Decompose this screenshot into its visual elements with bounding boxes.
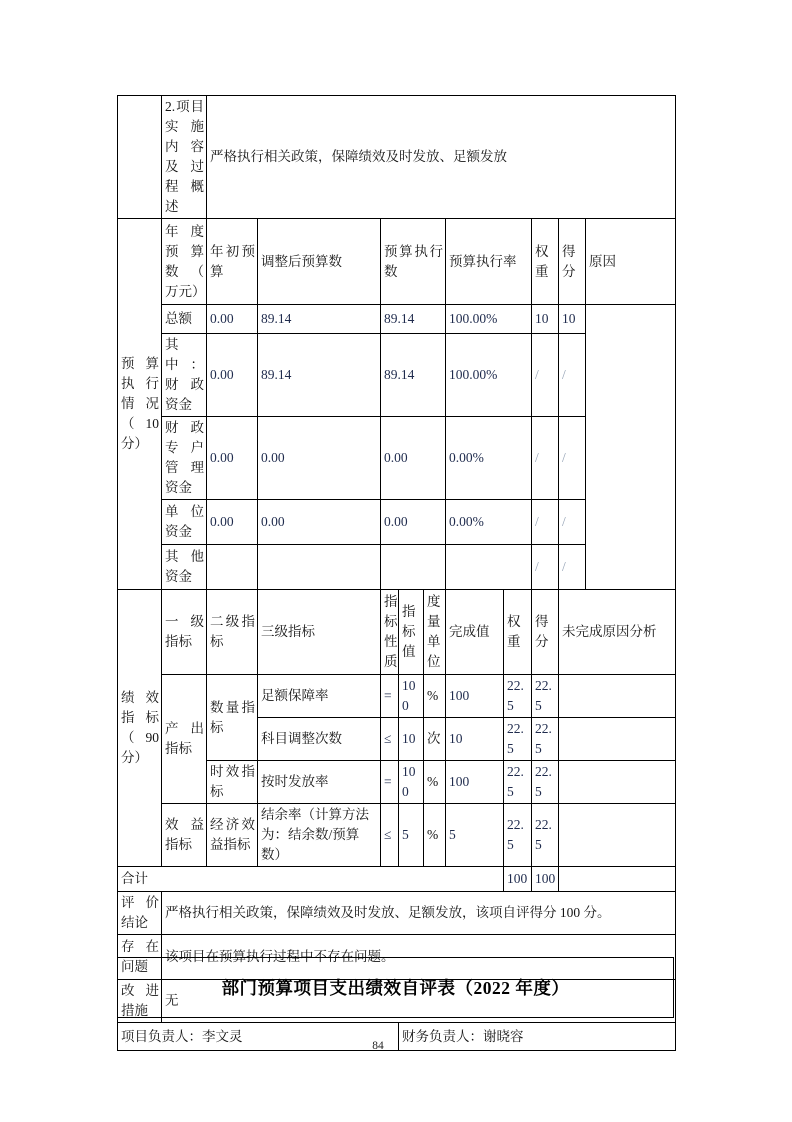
problems-content: 该项目在预算执行过程中不存在问题。 [162, 935, 676, 980]
finance-manager-cell: 财务负责人：谢晓容 [399, 1023, 676, 1051]
indicator-header-weight: 权重 [504, 590, 532, 675]
total-analysis-cell [559, 867, 676, 892]
row-budget-header [118, 219, 676, 305]
conclusion-label: 评价结论 [118, 892, 162, 935]
indicator-header-completion: 完成值 [446, 590, 504, 675]
budget-adjusted-value: 89.14 [258, 305, 381, 334]
indicator-header-level3: 三级指标 [258, 590, 381, 675]
row-overview [118, 96, 676, 219]
budget-score-value: / [559, 545, 586, 590]
next-table-title: 部门预算项目支出绩效自评表（2022 年度） [221, 978, 570, 998]
indicator-level2-cell: 时效指标 [207, 761, 258, 804]
improvements-label: 改进措施 [118, 980, 162, 1023]
indicator-completion-value: 100 [446, 675, 504, 718]
budget-executed-value: 0.00 [381, 500, 446, 545]
indicator-side-label: 绩效指标（90分） [118, 590, 162, 867]
indicator-analysis-cell [559, 761, 676, 804]
indicator-level3-cell: 结余率（计算方法为：结余数/预算数） [258, 804, 381, 867]
budget-weight-value: / [532, 334, 559, 417]
indicator-target-value: 100 [399, 675, 424, 718]
indicator-header-value: 指标值 [399, 590, 424, 675]
row-indicator-header [118, 590, 676, 675]
budget-initial-value [207, 545, 258, 590]
budget-initial-value: 0.00 [207, 417, 258, 500]
indicator-analysis-cell [559, 718, 676, 761]
indicator-score-value: 22.5 [532, 761, 559, 804]
budget-reason-cell [586, 305, 676, 590]
budget-adjusted-value: 0.00 [258, 500, 381, 545]
problems-label: 存在问题 [118, 935, 162, 980]
budget-score-value: / [559, 500, 586, 545]
budget-initial-value: 0.00 [207, 334, 258, 417]
indicator-score-value: 22.5 [532, 718, 559, 761]
indicator-target-value: 100 [399, 761, 424, 804]
self-evaluation-table [117, 95, 676, 1051]
indicator-unit-value: 次 [424, 718, 446, 761]
indicator-unit-value: % [424, 804, 446, 867]
overview-spacer-cell [118, 96, 162, 219]
conclusion-content: 严格执行相关政策，保障绩效及时发放、足额发放，该项自评得分 100 分。 [162, 892, 676, 935]
budget-executed-value: 89.14 [381, 305, 446, 334]
next-table-title-box [117, 957, 674, 1018]
total-weight-value: 100 [504, 867, 532, 892]
indicator-score-value: 22.5 [532, 804, 559, 867]
indicator-nature-value: ≤ [381, 718, 399, 761]
indicator-level2-cell: 经济效益指标 [207, 804, 258, 867]
budget-adjusted-value [258, 545, 381, 590]
budget-initial-value: 0.00 [207, 500, 258, 545]
budget-adjusted-value: 89.14 [258, 334, 381, 417]
budget-weight-value: / [532, 500, 559, 545]
indicator-analysis-cell [559, 675, 676, 718]
indicator-completion-value: 100 [446, 761, 504, 804]
budget-initial-value: 0.00 [207, 305, 258, 334]
budget-weight-value: / [532, 545, 559, 590]
indicator-level3-cell: 科目调整次数 [258, 718, 381, 761]
indicator-level1-cell: 产出指标 [162, 675, 207, 804]
budget-side-label: 预算执行情况（ 10分） [118, 219, 162, 590]
budget-weight-value: 10 [532, 305, 559, 334]
indicator-unit-value: % [424, 761, 446, 804]
budget-row-name: 其中：财政资金 [162, 334, 207, 417]
budget-executed-value: 0.00 [381, 417, 446, 500]
indicator-weight-value: 22.5 [504, 718, 532, 761]
row-total [118, 867, 676, 892]
budget-header-weight: 权重 [532, 219, 559, 305]
indicator-header-level2: 二级指标 [207, 590, 258, 675]
budget-header-executed: 预算执行数 [381, 219, 446, 305]
budget-executed-value [381, 545, 446, 590]
indicator-row-guarantee-rate [118, 675, 676, 718]
row-conclusion [118, 892, 676, 935]
budget-header-rate: 预算执行率 [446, 219, 532, 305]
indicator-header-score: 得分 [532, 590, 559, 675]
indicator-level1-cell: 效益指标 [162, 804, 207, 867]
indicator-target-value: 5 [399, 804, 424, 867]
budget-header-score: 得分 [559, 219, 586, 305]
budget-rate-value: 100.00% [446, 305, 532, 334]
budget-row-name: 单位资金 [162, 500, 207, 545]
indicator-header-unit: 度量单位 [424, 590, 446, 675]
budget-row-name: 总额 [162, 305, 207, 334]
indicator-weight-value: 22.5 [504, 761, 532, 804]
indicator-nature-value: ≤ [381, 804, 399, 867]
budget-row-total [118, 305, 676, 334]
total-score-value: 100 [532, 867, 559, 892]
indicator-analysis-cell [559, 804, 676, 867]
budget-header-adjusted: 调整后预算数 [258, 219, 381, 305]
budget-header-initial: 年初预算 [207, 219, 258, 305]
budget-score-value: 10 [559, 305, 586, 334]
indicator-score-value: 22.5 [532, 675, 559, 718]
budget-header-reason: 原因 [586, 219, 676, 305]
project-manager-cell: 项目负责人：李文灵 [118, 1023, 399, 1051]
indicator-header-level1: 一级指标 [162, 590, 207, 675]
indicator-level3-cell: 按时发放率 [258, 761, 381, 804]
budget-header-category: 年度预算数（ 万元） [162, 219, 207, 305]
indicator-level3-cell: 足额保障率 [258, 675, 381, 718]
overview-label: 2.项目实施内容及过程概述 [162, 96, 207, 219]
indicator-header-nature: 指标性质 [381, 590, 399, 675]
budget-row-name: 其他资金 [162, 545, 207, 590]
indicator-row-surplus-rate [118, 804, 676, 867]
budget-executed-value: 89.14 [381, 334, 446, 417]
budget-rate-value [446, 545, 532, 590]
indicator-weight-value: 22.5 [504, 675, 532, 718]
indicator-nature-value: = [381, 761, 399, 804]
budget-score-value: / [559, 334, 586, 417]
budget-weight-value: / [532, 417, 559, 500]
indicator-nature-value: = [381, 675, 399, 718]
budget-rate-value: 100.00% [446, 334, 532, 417]
indicator-level2-cell: 数量指标 [207, 675, 258, 761]
budget-row-name: 财政专户管理资金 [162, 417, 207, 500]
indicator-completion-value: 10 [446, 718, 504, 761]
budget-score-value: / [559, 417, 586, 500]
overview-content: 严格执行相关政策，保障绩效及时发放、足额发放 [207, 96, 676, 219]
indicator-weight-value: 22.5 [504, 804, 532, 867]
indicator-completion-value: 5 [446, 804, 504, 867]
indicator-target-value: 10 [399, 718, 424, 761]
budget-rate-value: 0.00% [446, 500, 532, 545]
total-label: 合计 [118, 867, 504, 892]
page-number: 84 [372, 1040, 384, 1052]
indicator-header-analysis: 未完成原因分析 [559, 590, 676, 675]
indicator-unit-value: % [424, 675, 446, 718]
budget-adjusted-value: 0.00 [258, 417, 381, 500]
budget-rate-value: 0.00% [446, 417, 532, 500]
improvements-content: 无 [162, 980, 676, 1023]
